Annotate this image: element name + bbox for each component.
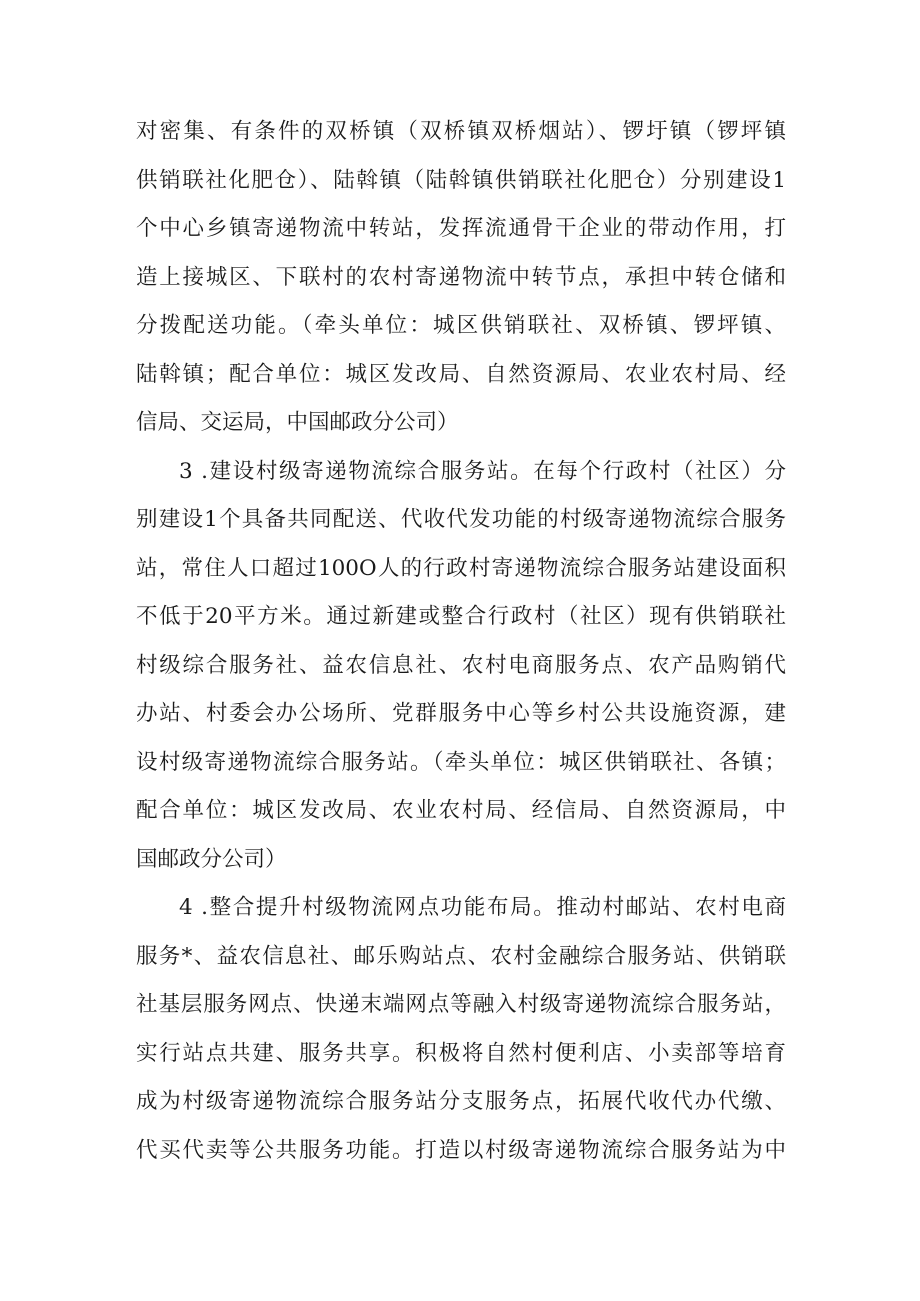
text-line: 3 .建设村级寄递物流综合服务站。在每个行政村（社区）分	[179, 458, 786, 484]
paragraph-item-4	[136, 884, 786, 1175]
text-line: 村级综合服务社、益农信息社、农村电商服务点、农产品购销代	[136, 652, 786, 678]
text-line: 设村级寄递物流综合服务站。（牵头单位：城区供销联社、各镇；	[136, 749, 786, 775]
text-line: 信局、交运局，中国邮政分公司）	[136, 410, 459, 435]
text-line: 对密集、有条件的双桥镇（双桥镇双桥烟站）、锣圩镇（锣坪镇	[136, 119, 786, 144]
text-line: 服务*、益农信息社、邮乐购站点、农村金融综合服务站、供销联	[136, 943, 786, 969]
paragraph-continuation	[136, 108, 786, 448]
paragraph-item-3	[136, 448, 786, 885]
text-line: 造上接城区、下联村的农村寄递物流中转节点，承担中转仓储和	[136, 264, 786, 290]
text-line: 供销联社化肥仓）、陆斡镇（陆斡镇供销联社化肥仓）分别建设1	[136, 167, 786, 193]
document-body	[136, 108, 786, 1175]
text-line: 不低于20平方米。通过新建或整合行政村（社区）现有供销联社	[136, 604, 786, 629]
text-line: 4 .整合提升村级物流网点功能布局。推动村邮站、农村电商	[179, 895, 786, 920]
text-line: 办站、村委会办公场所、党群服务中心等乡村公共设施资源，建	[136, 701, 786, 726]
text-line: 实行站点共建、服务共享。积极将自然村便利店、小卖部等培育	[136, 1040, 786, 1066]
text-line: 社基层服务网点、快递末端网点等融入村级寄递物流综合服务站，	[136, 992, 786, 1017]
text-line: 分拨配送功能。（牵头单位：城区供销联社、双桥镇、锣坪镇、	[136, 313, 786, 338]
text-line: 成为村级寄递物流综合服务站分支服务点，拓展代收代办代缴、	[136, 1089, 786, 1114]
text-line: 配合单位：城区发改局、农业农村局、经信局、自然资源局，中	[136, 798, 786, 823]
text-line: 别建设1个具备共同配送、代收代发功能的村级寄递物流综合服务	[136, 507, 786, 532]
text-line: 站，常住人口超过100O人的行政村寄递物流综合服务站建设面积	[136, 555, 786, 581]
text-line: 国邮政分公司）	[136, 846, 287, 872]
text-line: 代买代卖等公共服务功能。打造以村级寄递物流综合服务站为中	[136, 1137, 786, 1163]
text-line: 个中心乡镇寄递物流中转站，发挥流通骨干企业的带动作用，打	[136, 216, 786, 241]
text-line: 陆斡镇；配合单位：城区发改局、自然资源局、农业农村局、经	[136, 361, 786, 387]
